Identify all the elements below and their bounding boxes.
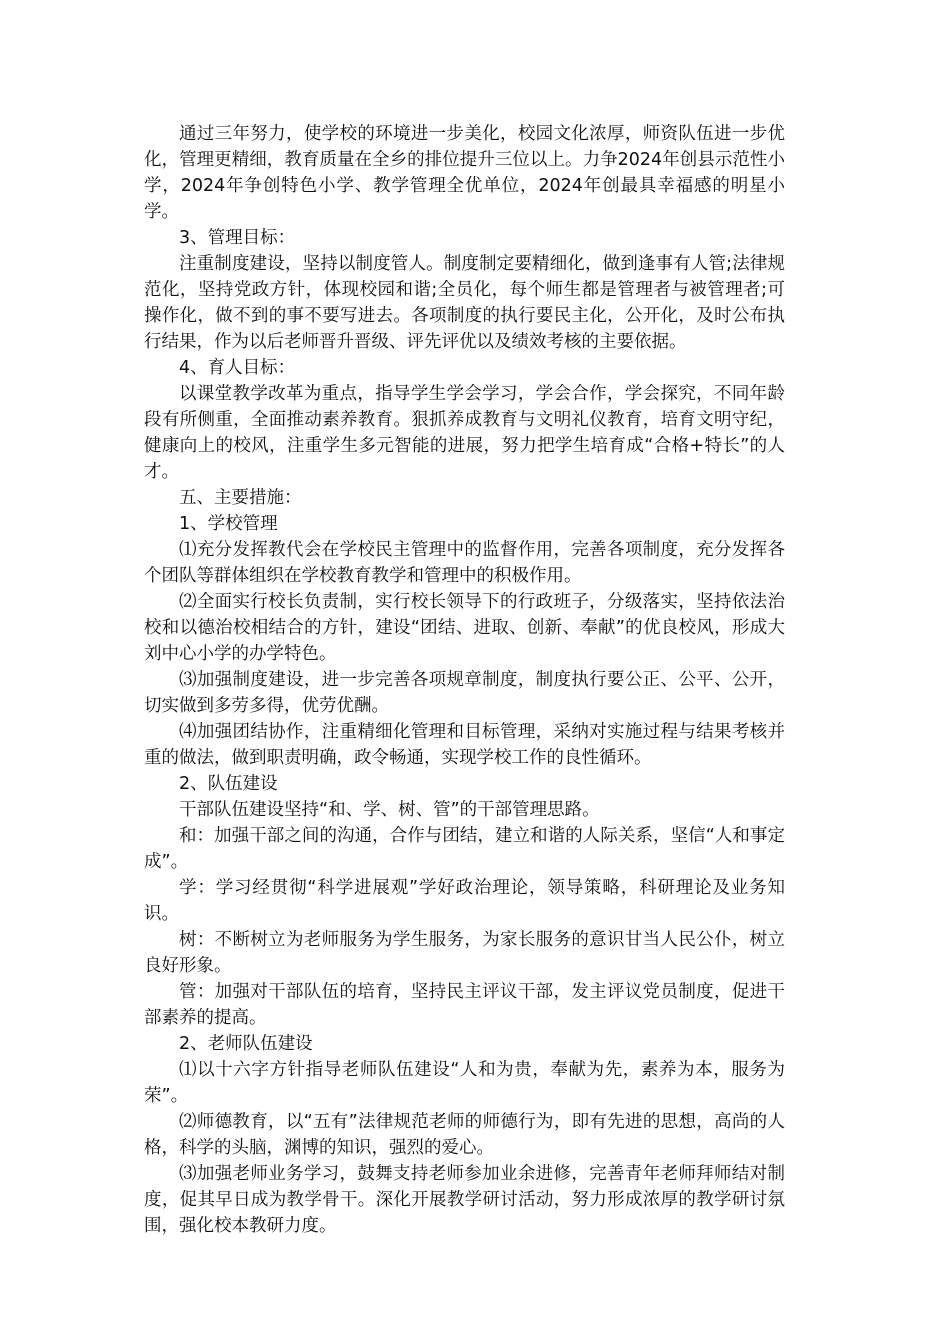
paragraph-teacher-1: ⑴以十六字方针指导老师队伍建设“人和为贵，奉献为先，素养为本，服务为荣”。	[144, 1060, 785, 1106]
paragraph-teacher-3: ⑶加强老师业务学习，鼓舞支持老师参加业余进修，完善青年老师拜师结对制度，促其早日成为教学骨干。深化开展教学研讨活动，努力形成浓厚的教学研讨氛围，强化校本教研力度。	[144, 1164, 785, 1236]
paragraph-cadre-establish: 树：不断树立为老师服务为学生服务，为家长服务的意识甘当人民公仆，树立良好形象。	[144, 930, 785, 976]
paragraph-cadre-approach: 干部队伍建设坚持“和、学、树、管”的干部管理思路。	[179, 800, 600, 820]
paragraph-education-goal: 以课堂教学改革为重点，指导学生学会学习，学会合作，学会探究，不同年龄段有所侧重，全面推动素养教育。狠抓养成教育与文明礼仪教育，培育文明守纪，健康向上的校风，注重学生多元智能的进展，努力把学生培育成“合格+特长”的人才。	[144, 384, 785, 482]
document-body	[144, 121, 785, 1239]
heading-education-goal: 4、育人目标：	[179, 358, 296, 378]
paragraph-cadre-manage: 管：加强对干部队伍的培育，坚持民主评议干部，发主评议党员制度，促进干部素养的提高。	[144, 982, 785, 1028]
paragraph-measure-3: ⑶加强制度建设，进一步完善各项规章制度，制度执行要公正、公平、公开，切实做到多劳多得，优劳优酬。	[144, 670, 785, 716]
heading-school-management: 1、学校管理	[179, 514, 278, 534]
paragraph-measure-4: ⑷加强团结协作，注重精细化管理和目标管理，采纳对实施过程与结果考核并重的做法，做到职责明确，政令畅通，实现学校工作的良性循环。	[144, 722, 785, 768]
paragraph-measure-2: ⑵全面实行校长负责制，实行校长领导下的行政班子，分级落实，坚持依法治校和以德治校相结合的方针，建设“团结、进取、创新、奉献”的优良校风，形成大刘中心小学的办学特色。	[144, 592, 785, 664]
paragraph-management-goal: 注重制度建设，坚持以制度管人。制度制定要精细化，做到逢事有人管;法律规范化，坚持党政方针，体现校园和谐;全员化，每个师生都是管理者与被管理者;可操作化，做不到的事不要写进去。各项制度的执行要民主化，公开化，及时公布执行结果，作为以后老师晋升晋级、评先评优以及绩效考核的主要依据。	[144, 254, 785, 352]
paragraph-teacher-2: ⑵师德教育，以“五有”法律规范老师的师德行为，即有先进的思想，高尚的人格，科学的头脑，渊博的知识，强烈的爱心。	[144, 1112, 785, 1158]
heading-management-goal: 3、管理目标：	[179, 228, 296, 248]
heading-teacher-team: 2、老师队伍建设	[179, 1034, 313, 1054]
paragraph-cadre-harmony: 和：加强干部之间的沟通，合作与团结，建立和谐的人际关系，坚信“人和事定成”。	[144, 826, 785, 872]
heading-main-measures: 五、主要措施：	[179, 488, 302, 508]
paragraph-goal-summary: 通过三年努力，使学校的环境进一步美化，校园文化浓厚，师资队伍进一步优化，管理更精细，教育质量在全乡的排位提升三位以上。力争2024年创县示范性小学，2024年争创特色小学、教学管理全优单位，2024年创最具幸福感的明星小学。	[144, 124, 785, 222]
paragraph-cadre-study: 学：学习经贯彻“科学进展观”学好政治理论，领导策略，科研理论及业务知识。	[144, 878, 785, 924]
paragraph-measure-1: ⑴充分发挥教代会在学校民主管理中的监督作用，完善各项制度，充分发挥各个团队等群体组织在学校教育教学和管理中的积极作用。	[144, 540, 785, 586]
heading-team-building: 2、队伍建设	[179, 774, 278, 794]
